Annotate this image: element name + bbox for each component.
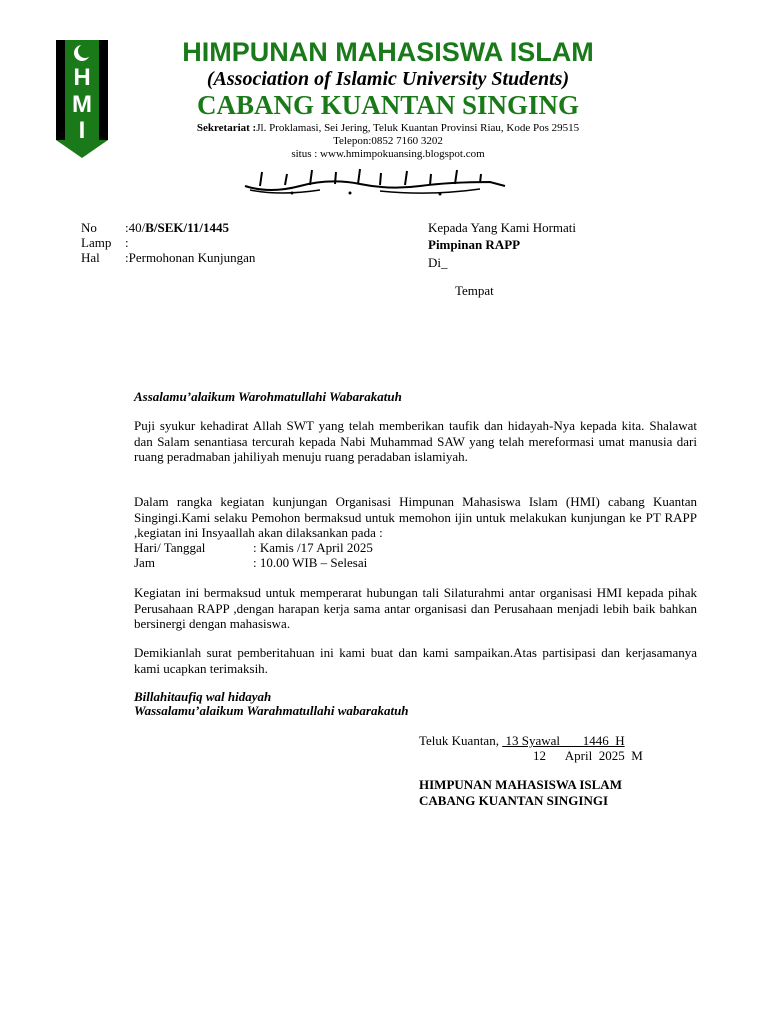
lamp-label: Lamp — [81, 235, 112, 250]
greeting: Assalamu’alaikum Warohmatullahi Wabarakatuh — [134, 389, 402, 404]
no-value-code: B/SEK/11/1445 — [145, 220, 230, 235]
paragraph-3: Kegiatan ini bermaksud untuk memperarat hubungan tali Silaturahmi antar organisasi HMI kepada pihak Perusahaan RAPP ,dengan harapan kerja sama antar organisasi dan Perusahaan menjadi lebih baik bahkan bersinergi dengan mahasiswa. — [134, 585, 697, 631]
recipient-line-1: Kepada Yang Kami Hormati — [428, 220, 577, 235]
masehi-date: 12 April 2025 M — [533, 748, 643, 763]
hijri-date: 13 Syawal 1446 H — [502, 733, 625, 748]
no-value — [125, 220, 229, 236]
bismillah-calligraphy — [240, 166, 510, 196]
sign-org-2: CABANG KUANTAN SINGINGI — [419, 793, 609, 808]
logo-letter-m: M — [72, 91, 92, 118]
time-label: Jam — [134, 555, 155, 570]
closing-1: Billahitaufiq wal hidayah — [134, 689, 272, 704]
paragraph-1: Puji syukur kehadirat Allah SWT yang telah memberikan taufik dan hidayah-Nya kepada kita. Shalawat dan Salam senantiasa tercurah kepada Nabi Muhammad SAW yang telah mereformasi umat manusia dari ruang peradmaban jahiliyah menuju ruang peradaban islamiyah. — [134, 418, 697, 464]
closing-2: Wassalamu’alaikum Warahmatullahi wabarakatuh — [134, 703, 409, 718]
lamp-value: : — [125, 235, 129, 250]
no-label: No — [81, 220, 97, 235]
website-line: situs : www.hmimpokuansing.blogspot.com — [291, 148, 485, 160]
recipient-line-3: Di_ — [428, 255, 448, 270]
org-subtitle: (Association of Islamic University Students) — [206, 68, 570, 90]
logo-letter-h: H — [73, 64, 91, 91]
address-line — [118, 122, 658, 134]
hmi-logo — [56, 40, 108, 158]
org-branch: CABANG KUANTAN SINGING — [196, 90, 580, 120]
sign-org-1: HIMPUNAN MAHASISWA ISLAM — [419, 777, 622, 792]
place: Teluk Kuantan, — [419, 733, 503, 748]
paragraph-4: Demikianlah surat pemberitahuan ini kami buat dan kami sampaikan.Atas partisipasi dan kerjasamanya kami ucapkan terimaksih. — [134, 645, 697, 676]
logo-letter-i: I — [78, 117, 86, 144]
hal-value: :Permohonan Kunjungan — [125, 250, 256, 265]
paragraph-2: Dalam rangka kegiatan kunjungan Organisasi Himpunan Mahasiswa Islam (HMI) cabang Kuantan Singingi.Kami selaku Pemohon bermaksud untuk memohon ijin untuk melakukan kunjungan ke PT RAPP ,kegiatan ini Insyaallah akan dilaksankan pada : — [134, 494, 697, 540]
no-value-prefix: :40/ — [125, 220, 146, 235]
org-name: HIMPUNAN MAHASISWA ISLAM — [182, 37, 594, 67]
phone-line: Telepon:0852 7160 3202 — [333, 135, 443, 147]
address-label: Sekretariat : — [196, 122, 257, 134]
hal-label: Hal — [81, 250, 100, 265]
recipient-line-4: Tempat — [455, 283, 494, 298]
date-value: : Kamis /17 April 2025 — [253, 540, 373, 555]
date-label: Hari/ Tanggal — [134, 540, 206, 555]
address-text: Jl. Proklamasi, Sei Jering, Teluk Kuantan Provinsi Riau, Kode Pos 29515 — [256, 122, 580, 134]
time-value: : 10.00 WIB – Selesai — [253, 555, 368, 570]
recipient-line-2: Pimpinan RAPP — [428, 237, 521, 252]
date-line-hijri — [419, 733, 625, 749]
